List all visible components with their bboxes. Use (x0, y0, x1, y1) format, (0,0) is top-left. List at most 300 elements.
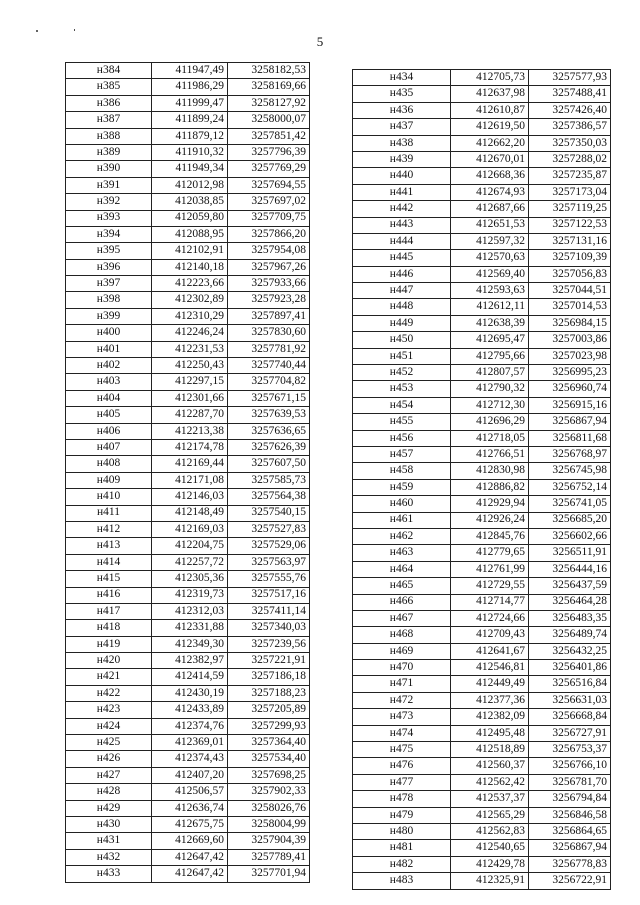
point-id: н447 (353, 283, 451, 299)
coordinate-x: 412349,30 (152, 636, 228, 652)
coordinate-y: 3258026,76 (228, 800, 310, 816)
coordinate-y: 3257701,94 (228, 866, 310, 882)
coordinate-y: 3257607,50 (228, 456, 310, 472)
point-id: н416 (66, 587, 152, 603)
coordinate-y: 3256867,94 (529, 414, 611, 430)
coordinate-y: 3257555,76 (228, 571, 310, 587)
point-id: н391 (66, 177, 152, 193)
coordinate-x: 412537,37 (451, 791, 529, 807)
point-id: н471 (353, 676, 451, 692)
coordinate-x: 411949,34 (152, 161, 228, 177)
table-row (66, 276, 310, 292)
table-row (353, 201, 611, 217)
coordinate-x: 412302,89 (152, 292, 228, 308)
point-id: н440 (353, 168, 451, 184)
coordinate-y: 3256631,03 (529, 692, 611, 708)
table-row (353, 627, 611, 643)
coordinate-y: 3257023,98 (529, 348, 611, 364)
coordinate-x: 412246,24 (152, 325, 228, 341)
coordinate-x: 412213,38 (152, 423, 228, 439)
coordinate-y: 3256995,23 (529, 365, 611, 381)
table-row (66, 489, 310, 505)
coordinate-y: 3256483,35 (529, 610, 611, 626)
point-id: н455 (353, 414, 451, 430)
coordinate-x: 412612,11 (451, 299, 529, 315)
coordinate-y: 3257529,06 (228, 538, 310, 554)
point-id: н478 (353, 791, 451, 807)
table-row (66, 784, 310, 800)
point-id: н482 (353, 856, 451, 872)
coordinate-x: 412718,05 (451, 430, 529, 446)
point-id: н483 (353, 873, 451, 889)
coordinate-y: 3256745,98 (529, 463, 611, 479)
coordinate-x: 412540,65 (451, 840, 529, 856)
table-row (353, 660, 611, 676)
coordinate-x: 412570,63 (451, 250, 529, 266)
table-row (353, 709, 611, 725)
table-row (353, 512, 611, 528)
point-id: н452 (353, 365, 451, 381)
coordinate-x: 412569,40 (451, 266, 529, 282)
point-id: н388 (66, 128, 152, 144)
coordinate-x: 412231,53 (152, 341, 228, 357)
coordinate-y: 3258004,99 (228, 816, 310, 832)
table-row (353, 135, 611, 151)
coordinate-x: 412174,78 (152, 439, 228, 455)
coordinate-y: 3257044,51 (529, 283, 611, 299)
table-row (66, 718, 310, 734)
table-row (66, 194, 310, 210)
coordinate-y: 3256867,94 (529, 840, 611, 856)
coordinate-x: 412668,36 (451, 168, 529, 184)
table-row (66, 702, 310, 718)
point-id: н409 (66, 472, 152, 488)
point-id: н410 (66, 489, 152, 505)
coordinate-y: 3257056,83 (529, 266, 611, 282)
coordinate-x: 412761,99 (451, 561, 529, 577)
coordinate-y: 3257340,03 (228, 620, 310, 636)
point-id: н401 (66, 341, 152, 357)
point-id: н415 (66, 571, 152, 587)
point-id: н430 (66, 816, 152, 832)
table-row (66, 767, 310, 783)
point-id: н472 (353, 692, 451, 708)
table-row (66, 849, 310, 865)
coordinate-y: 3257239,56 (228, 636, 310, 652)
coordinate-y: 3257639,53 (228, 407, 310, 423)
table-row (66, 505, 310, 521)
coordinate-x: 412560,37 (451, 758, 529, 774)
table-row (66, 95, 310, 111)
point-id: н385 (66, 79, 152, 95)
point-id: н453 (353, 381, 451, 397)
coordinate-y: 3257967,26 (228, 259, 310, 275)
point-id: н463 (353, 545, 451, 561)
coordinate-y: 3257694,55 (228, 177, 310, 193)
coordinate-x: 412766,51 (451, 446, 529, 462)
point-id: н402 (66, 358, 152, 374)
coordinate-x: 412331,88 (152, 620, 228, 636)
table-row (353, 561, 611, 577)
coordinate-x: 412297,15 (152, 374, 228, 390)
coordinate-y: 3257577,93 (529, 70, 611, 86)
coordinate-x: 412647,42 (152, 849, 228, 865)
table-row (66, 243, 310, 259)
point-id: н407 (66, 439, 152, 455)
coordinate-x: 412546,81 (451, 660, 529, 676)
coordinate-y: 3257173,04 (529, 184, 611, 200)
coordinate-x: 412830,98 (451, 463, 529, 479)
table-row (66, 538, 310, 554)
coordinate-y: 3257534,40 (228, 751, 310, 767)
table-row (353, 446, 611, 462)
coordinate-x: 412088,95 (152, 226, 228, 242)
coordinate-y: 3257122,53 (529, 217, 611, 233)
coordinate-y: 3257517,16 (228, 587, 310, 603)
table-row (353, 70, 611, 86)
coordinate-y: 3257626,39 (228, 439, 310, 455)
point-id: н408 (66, 456, 152, 472)
table-row (353, 250, 611, 266)
table-row (66, 735, 310, 751)
coordinate-y: 3257205,89 (228, 702, 310, 718)
coordinate-y: 3257851,42 (228, 128, 310, 144)
table-row (66, 456, 310, 472)
coordinate-y: 3256752,14 (529, 479, 611, 495)
coordinate-x: 412712,30 (451, 397, 529, 413)
coordinate-x: 412305,36 (152, 571, 228, 587)
point-id: н473 (353, 709, 451, 725)
coordinate-y: 3256668,84 (529, 709, 611, 725)
coordinate-x: 412651,53 (451, 217, 529, 233)
point-id: н450 (353, 332, 451, 348)
coordinate-x: 412807,57 (451, 365, 529, 381)
coordinate-x: 412012,98 (152, 177, 228, 193)
table-row (353, 873, 611, 889)
coordinate-x: 412641,67 (451, 643, 529, 659)
table-row (66, 144, 310, 160)
point-id: н449 (353, 315, 451, 331)
coordinate-x: 412325,91 (451, 873, 529, 889)
coordinate-x: 412146,03 (152, 489, 228, 505)
table-row (66, 161, 310, 177)
coordinate-x: 412301,66 (152, 390, 228, 406)
point-id: н469 (353, 643, 451, 659)
coordinate-y: 3257709,75 (228, 210, 310, 226)
coordinate-y: 3257288,02 (529, 151, 611, 167)
coordinate-y: 3256794,84 (529, 791, 611, 807)
coordinate-y: 3257188,23 (228, 685, 310, 701)
coordinate-y: 3257897,41 (228, 308, 310, 324)
coordinate-y: 3257564,38 (228, 489, 310, 505)
point-id: н422 (66, 685, 152, 701)
coordinate-y: 3256516,84 (529, 676, 611, 692)
table-row (353, 856, 611, 872)
point-id: н397 (66, 276, 152, 292)
point-id: н432 (66, 849, 152, 865)
coordinate-y: 3257698,25 (228, 767, 310, 783)
coordinate-y: 3256753,37 (529, 742, 611, 758)
table-row (353, 119, 611, 135)
coordinate-x: 412430,19 (152, 685, 228, 701)
coordinate-y: 3256741,05 (529, 496, 611, 512)
point-id: н406 (66, 423, 152, 439)
point-id: н392 (66, 194, 152, 210)
coordinate-y: 3257003,86 (529, 332, 611, 348)
point-id: н479 (353, 807, 451, 823)
coordinate-y: 3257923,28 (228, 292, 310, 308)
coordinate-x: 412886,82 (451, 479, 529, 495)
coordinate-y: 3256864,65 (529, 823, 611, 839)
point-id: н477 (353, 774, 451, 790)
coordinate-x: 411999,47 (152, 95, 228, 111)
coordinate-y: 3256464,28 (529, 594, 611, 610)
table-row (66, 407, 310, 423)
point-id: н437 (353, 119, 451, 135)
point-id: н460 (353, 496, 451, 512)
point-id: н431 (66, 833, 152, 849)
coordinate-x: 411986,29 (152, 79, 228, 95)
coordinate-x: 412287,70 (152, 407, 228, 423)
point-id: н435 (353, 86, 451, 102)
scan-speck (74, 29, 75, 31)
point-id: н476 (353, 758, 451, 774)
point-id: н398 (66, 292, 152, 308)
point-id: н458 (353, 463, 451, 479)
table-row (66, 571, 310, 587)
coordinate-y: 3256960,74 (529, 381, 611, 397)
coordinate-x: 412148,49 (152, 505, 228, 521)
point-id: н429 (66, 800, 152, 816)
point-id: н424 (66, 718, 152, 734)
coordinate-y: 3257221,91 (228, 653, 310, 669)
coordinate-x: 412845,76 (451, 528, 529, 544)
point-id: н387 (66, 112, 152, 128)
coordinate-x: 412059,80 (152, 210, 228, 226)
coordinate-x: 411910,32 (152, 144, 228, 160)
coordinate-y: 3257540,15 (228, 505, 310, 521)
point-id: н389 (66, 144, 152, 160)
point-id: н470 (353, 660, 451, 676)
table-row (353, 758, 611, 774)
point-id: н481 (353, 840, 451, 856)
point-id: н413 (66, 538, 152, 554)
table-row (66, 390, 310, 406)
coordinate-x: 412169,44 (152, 456, 228, 472)
coordinate-x: 412637,98 (451, 86, 529, 102)
coordinate-x: 412562,83 (451, 823, 529, 839)
table-row (353, 742, 611, 758)
table-row (353, 184, 611, 200)
table-row (66, 128, 310, 144)
coordinate-y: 3257386,57 (529, 119, 611, 135)
coordinate-y: 3256811,68 (529, 430, 611, 446)
table-row (66, 210, 310, 226)
table-row (353, 643, 611, 659)
point-id: н434 (353, 70, 451, 86)
table-row (353, 774, 611, 790)
coordinate-x: 412495,48 (451, 725, 529, 741)
table-row (66, 636, 310, 652)
point-id: н462 (353, 528, 451, 544)
coordinate-x: 411899,24 (152, 112, 228, 128)
coordinate-x: 412687,66 (451, 201, 529, 217)
coordinate-x: 412929,94 (451, 496, 529, 512)
point-id: н446 (353, 266, 451, 282)
table-row (353, 496, 611, 512)
coordinate-y: 3257131,16 (529, 233, 611, 249)
coordinate-y: 3256432,25 (529, 643, 611, 659)
coordinate-x: 412638,39 (451, 315, 529, 331)
point-id: н393 (66, 210, 152, 226)
point-id: н412 (66, 521, 152, 537)
coordinate-y: 3256768,97 (529, 446, 611, 462)
point-id: н439 (353, 151, 451, 167)
coordinate-y: 3257902,33 (228, 784, 310, 800)
point-id: н438 (353, 135, 451, 151)
table-row (353, 332, 611, 348)
table-row (353, 578, 611, 594)
coordinate-x: 412779,65 (451, 545, 529, 561)
coordinate-y: 3256781,70 (529, 774, 611, 790)
table-row (66, 325, 310, 341)
coordinate-y: 3257350,03 (529, 135, 611, 151)
coordinate-x: 412204,75 (152, 538, 228, 554)
table-row (353, 397, 611, 413)
coordinate-y: 3256511,91 (529, 545, 611, 561)
point-id: н451 (353, 348, 451, 364)
coordinate-x: 412670,01 (451, 151, 529, 167)
point-id: н394 (66, 226, 152, 242)
table-row (353, 594, 611, 610)
table-row (353, 430, 611, 446)
coordinate-y: 3257636,65 (228, 423, 310, 439)
coordinate-x: 412429,78 (451, 856, 529, 872)
point-id: н441 (353, 184, 451, 200)
table-row (353, 676, 611, 692)
table-row (66, 112, 310, 128)
table-row (66, 358, 310, 374)
coordinate-y: 3257789,41 (228, 849, 310, 865)
table-row (66, 472, 310, 488)
coordinate-x: 412593,63 (451, 283, 529, 299)
table-row (66, 259, 310, 275)
table-row (353, 151, 611, 167)
table-row (353, 807, 611, 823)
coordinate-y: 3257411,14 (228, 603, 310, 619)
table-row (353, 463, 611, 479)
table-row (66, 669, 310, 685)
coordinate-x: 412705,73 (451, 70, 529, 86)
table-row (66, 226, 310, 242)
coordinates-table-left (65, 62, 310, 883)
point-id: н399 (66, 308, 152, 324)
point-id: н411 (66, 505, 152, 521)
table-row (66, 374, 310, 390)
coordinate-y: 3257781,92 (228, 341, 310, 357)
coordinate-x: 412433,89 (152, 702, 228, 718)
point-id: н475 (353, 742, 451, 758)
coordinate-y: 3258000,07 (228, 112, 310, 128)
point-id: н461 (353, 512, 451, 528)
coordinate-x: 412662,20 (451, 135, 529, 151)
coordinate-x: 412250,43 (152, 358, 228, 374)
coordinate-x: 412374,43 (152, 751, 228, 767)
coordinate-y: 3257119,25 (529, 201, 611, 217)
coordinate-y: 3257933,66 (228, 276, 310, 292)
table-row (66, 439, 310, 455)
coordinate-y: 3257866,20 (228, 226, 310, 242)
coordinate-y: 3256778,83 (529, 856, 611, 872)
point-id: н436 (353, 102, 451, 118)
page-number: 5 (316, 34, 324, 49)
table-row (66, 341, 310, 357)
coordinate-x: 412562,42 (451, 774, 529, 790)
coordinate-y: 3257671,15 (228, 390, 310, 406)
table-row (353, 479, 611, 495)
coordinate-y: 3256437,59 (529, 578, 611, 594)
coordinate-x: 412374,76 (152, 718, 228, 734)
point-id: н419 (66, 636, 152, 652)
coordinate-y: 3256766,10 (529, 758, 611, 774)
coordinate-x: 412038,85 (152, 194, 228, 210)
coordinate-x: 412669,60 (152, 833, 228, 849)
point-id: н428 (66, 784, 152, 800)
table-row (66, 423, 310, 439)
coordinate-x: 411947,49 (152, 63, 228, 79)
table-row (66, 866, 310, 882)
point-id: н423 (66, 702, 152, 718)
table-row (66, 63, 310, 79)
coordinate-y: 3257426,40 (529, 102, 611, 118)
coordinate-x: 412636,74 (152, 800, 228, 816)
coordinate-x: 412709,43 (451, 627, 529, 643)
coordinate-y: 3256685,20 (529, 512, 611, 528)
table-row (353, 233, 611, 249)
coordinate-x: 412674,93 (451, 184, 529, 200)
table-row (353, 381, 611, 397)
coordinate-x: 412619,50 (451, 119, 529, 135)
table-row (66, 620, 310, 636)
table-row (66, 177, 310, 193)
table-row (353, 528, 611, 544)
coordinate-x: 412171,08 (152, 472, 228, 488)
table-row (66, 751, 310, 767)
table-row (353, 791, 611, 807)
table-row (66, 833, 310, 849)
coordinate-x: 412414,59 (152, 669, 228, 685)
coordinate-y: 3257697,02 (228, 194, 310, 210)
table-row (353, 102, 611, 118)
point-id: н464 (353, 561, 451, 577)
coordinate-y: 3256984,15 (529, 315, 611, 331)
point-id: н444 (353, 233, 451, 249)
point-id: н386 (66, 95, 152, 111)
table-row (66, 554, 310, 570)
point-id: н456 (353, 430, 451, 446)
coordinate-y: 3257563,97 (228, 554, 310, 570)
point-id: н420 (66, 653, 152, 669)
coordinate-x: 412169,03 (152, 521, 228, 537)
coordinate-x: 412675,75 (152, 816, 228, 832)
coordinate-y: 3257904,39 (228, 833, 310, 849)
table-row (353, 168, 611, 184)
point-id: н465 (353, 578, 451, 594)
table-row (353, 610, 611, 626)
point-id: н417 (66, 603, 152, 619)
point-id: н403 (66, 374, 152, 390)
point-id: н480 (353, 823, 451, 839)
